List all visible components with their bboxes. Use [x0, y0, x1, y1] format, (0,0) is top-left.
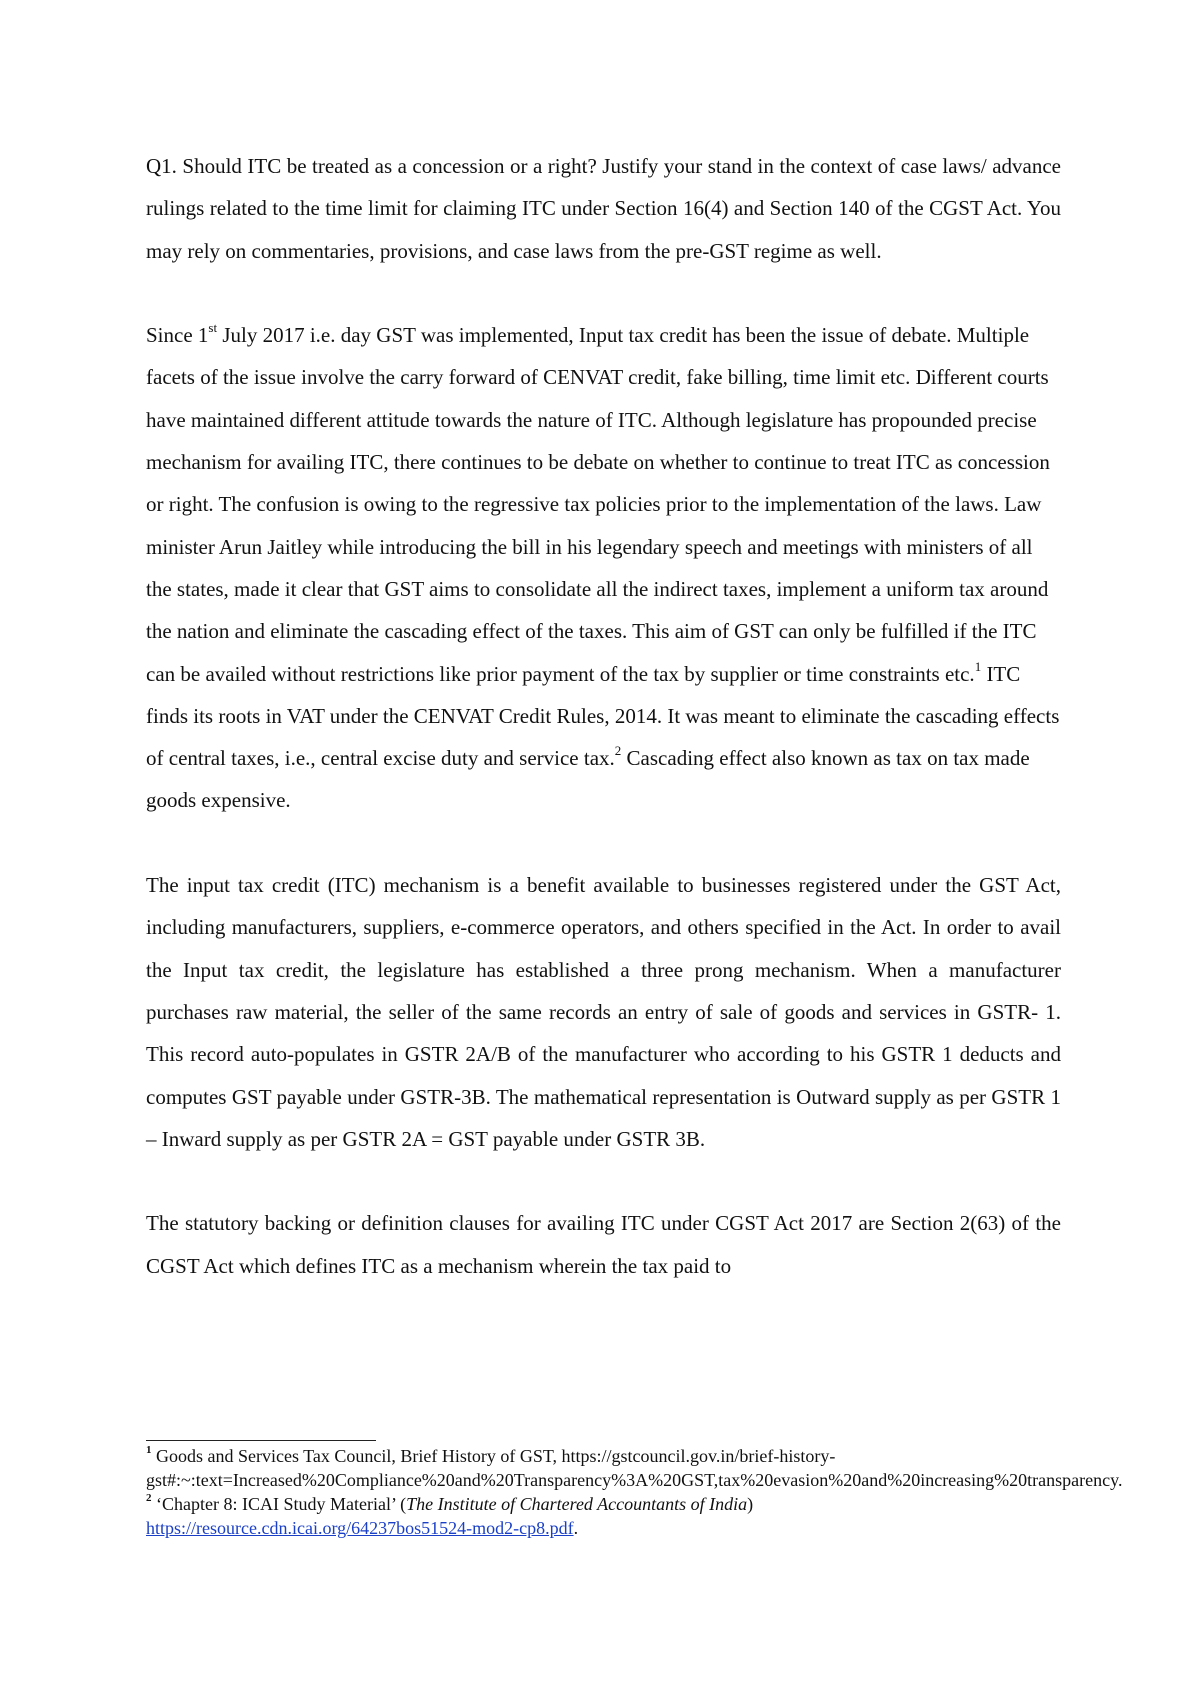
footnote-2-text-a: ‘Chapter 8: ICAI Study Material’ ( — [151, 1494, 407, 1514]
footnote-1-text: Goods and Services Tax Council, Brief History of GST, https://gstcouncil.gov.in/brief-history-gst#:~:text=Increased%20Compliance%20and%20Transparency%3A%20GST,tax%20evasion%20and%20increasing%20transparency. — [146, 1446, 1123, 1490]
paragraph-1-text-d: Cascading effect also known as tax on tax made goods expensive. — [146, 746, 1030, 813]
footnote-1 — [146, 1444, 1123, 1492]
footnote-2-text-b: ) — [747, 1494, 754, 1514]
paragraph-3: The statutory backing or definition clauses for availing ITC under CGST Act 2017 are Section 2(63) of the CGST Act which defines ITC as a mechanism wherein the tax paid to — [146, 1211, 1061, 1278]
paragraph-1-text-a: Since 1 — [146, 323, 209, 348]
footnote-2-publisher: The Institute of Chartered Accountants of India — [406, 1494, 748, 1514]
footnote-1-number: 1 — [146, 1444, 152, 1456]
footnote-ref-1[interactable]: 1 — [974, 658, 982, 674]
footnote-separator — [146, 1440, 376, 1441]
footnote-2-link[interactable]: https://resource.cdn.icai.org/64237bos51524-mod2-cp8.pdf — [146, 1518, 574, 1538]
footnote-ref-2[interactable]: 2 — [614, 743, 622, 759]
footnote-2-end: . — [573, 1518, 579, 1538]
paragraph-1-text-c: ITC finds its roots in VAT under the CENVAT Credit Rules, 2014. It was meant to eliminate the cascading effects of central taxes, i.e., central excise duty and service tax. — [146, 661, 1060, 771]
ordinal-suffix: st — [208, 320, 218, 336]
paragraph-1 — [146, 314, 1061, 822]
document-body — [146, 145, 1061, 1329]
question-paragraph: Q1. Should ITC be treated as a concession or a right? Justify your stand in the context of case laws/ advance rulings related to the time limit for claiming ITC under Section 16(4) and Section 140 of the CGST Act. You may rely on commentaries, provisions, and case laws from the pre-GST regime as well. — [146, 154, 1061, 263]
footnotes — [146, 1444, 1123, 1540]
paragraph-2: The input tax credit (ITC) mechanism is a benefit available to businesses registered under the GST Act, including manufacturers, suppliers, e-commerce operators, and others specified in the Act. In order to avail the Input tax credit, the legislature has established a three prong mechanism. When a manufacturer purchases raw material, the seller of the same records an entry of sale of goods and services in GSTR- 1. This record auto-populates in GSTR 2A/B of the manufacturer who according to his GSTR 1 deducts and computes GST payable under GSTR-3B. The mathematical representation is Outward supply as per GSTR 1 – Inward supply as per GSTR 2A = GST payable under GSTR 3B. — [146, 873, 1061, 1151]
footnote-2-number: 2 — [146, 1492, 152, 1504]
footnote-2 — [146, 1492, 1061, 1540]
paragraph-1-text-b: July 2017 i.e. day GST was implemented, Input tax credit has been the issue of debate. Multiple facets of the issue involve the carry forward of CENVAT credit, fake billing, time limit etc. Different courts have maintained different attitude towards the nature of ITC. Although legislature has propounded precise mechanism for availing ITC, there continues to be debate on whether to continue to treat ITC as concession or right. The confusion is owing to the regressive tax policies prior to the implementation of the laws. Law minister Arun Jaitley while introducing the bill in his legendary speech and meetings with ministers of all the states, made it clear that GST aims to consolidate all the indirect taxes, implement a uniform tax around the nation and eliminate the cascading effect of the taxes. This aim of GST can only be fulfilled if the ITC can be availed without restrictions like prior payment of the tax by supplier or time constraints etc. — [146, 323, 1050, 686]
